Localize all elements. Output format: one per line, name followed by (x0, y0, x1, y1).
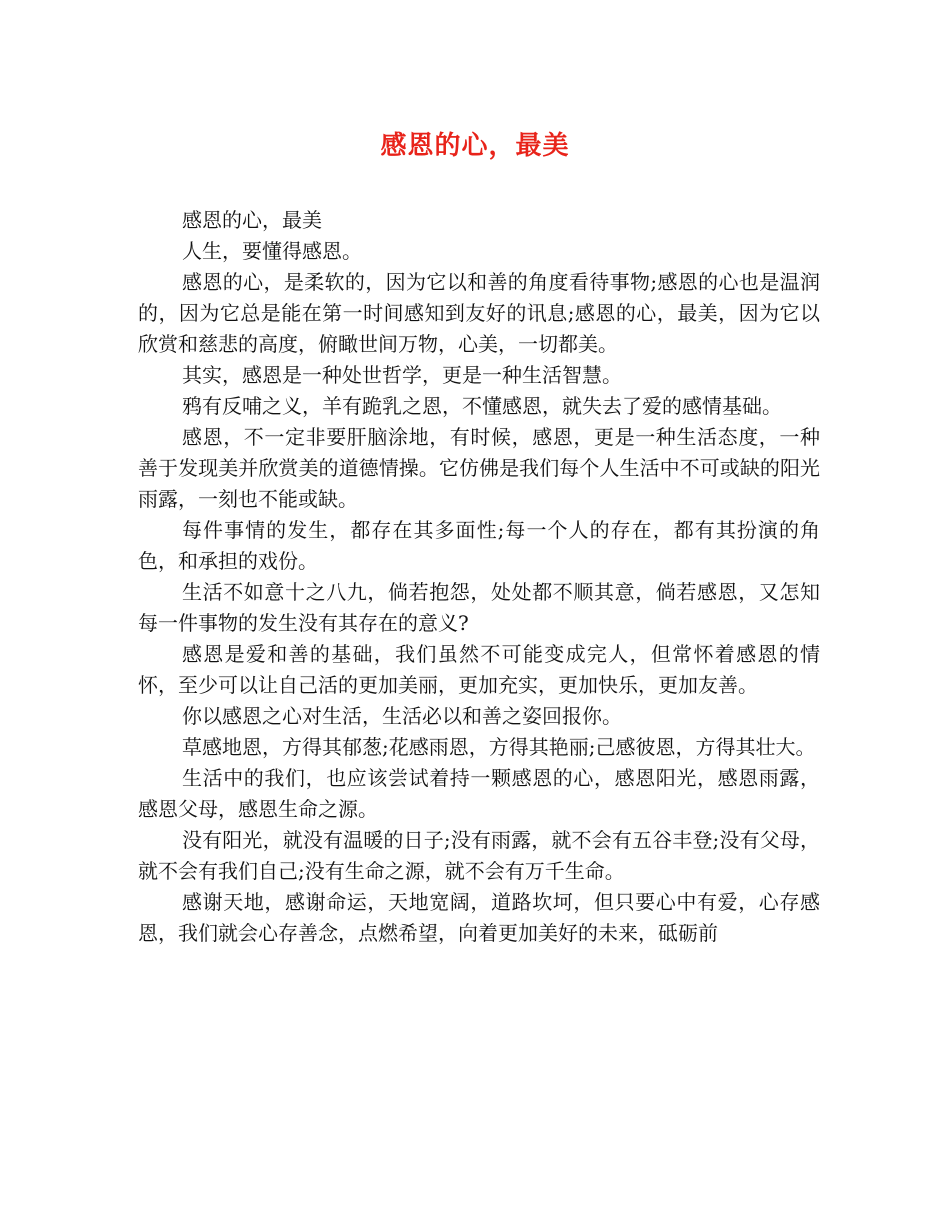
paragraph: 你以感恩之心对生活，生活必以和善之姿回报你。 (182, 704, 622, 728)
paragraph: 感恩是爱和善的基础，我们虽然不可能变成完人，但常怀着感恩的情怀，至少可以让自己活的更加美丽，更加充实，更加快乐，更加友善。 (138, 642, 820, 697)
paragraph: 生活中的我们，也应该尝试着持一颗感恩的心，感恩阳光，感恩雨露，感恩父母，感恩生命之源。 (138, 766, 820, 821)
paragraph: 感恩的心，是柔软的，因为它以和善的角度看待事物;感恩的心也是温润的，因为它总是能在第一时间感知到友好的讯息;感恩的心，最美，因为它以欣赏和慈悲的高度，俯瞰世间万物，心美，一切都美。 (138, 270, 820, 356)
paragraph: 其实，感恩是一种处世哲学，更是一种生活智慧。 (182, 363, 622, 387)
paragraph: 每件事情的发生，都存在其多面性;每一个人的存在，都有其扮演的角色，和承担的戏份。 (138, 518, 820, 573)
document-title: 感恩的心，最美 (380, 131, 570, 161)
paragraph: 没有阳光，就没有温暖的日子;没有雨露，就不会有五谷丰登;没有父母，就不会有我们自己;没有生命之源，就不会有万千生命。 (138, 828, 820, 883)
paragraph: 鸦有反哺之义，羊有跪乳之恩，不懂感恩，就失去了爱的感情基础。 (182, 394, 782, 418)
paragraph: 感恩，不一定非要肝脑涂地，有时候，感恩，更是一种生活态度，一种善于发现美并欣赏美的道德情操。它仿佛是我们每个人生活中不可或缺的阳光雨露，一刻也不能或缺。 (138, 425, 820, 511)
paragraph: 人生，要懂得感恩。 (182, 239, 362, 263)
paragraph: 草感地恩，方得其郁葱;花感雨恩，方得其艳丽;己感彼恩，方得其壮大。 (182, 735, 816, 759)
paragraph: 感恩的心，最美 (182, 208, 322, 232)
document-body (138, 205, 820, 949)
paragraph: 生活不如意十之八九，倘若抱怨，处处都不顺其意，倘若感恩，又怎知每一件事物的发生没有其存在的意义? (138, 580, 820, 635)
paragraph: 感谢天地，感谢命运，天地宽阔，道路坎坷，但只要心中有爱，心存感恩，我们就会心存善念，点燃希望，向着更加美好的未来，砥砺前 (138, 890, 820, 945)
